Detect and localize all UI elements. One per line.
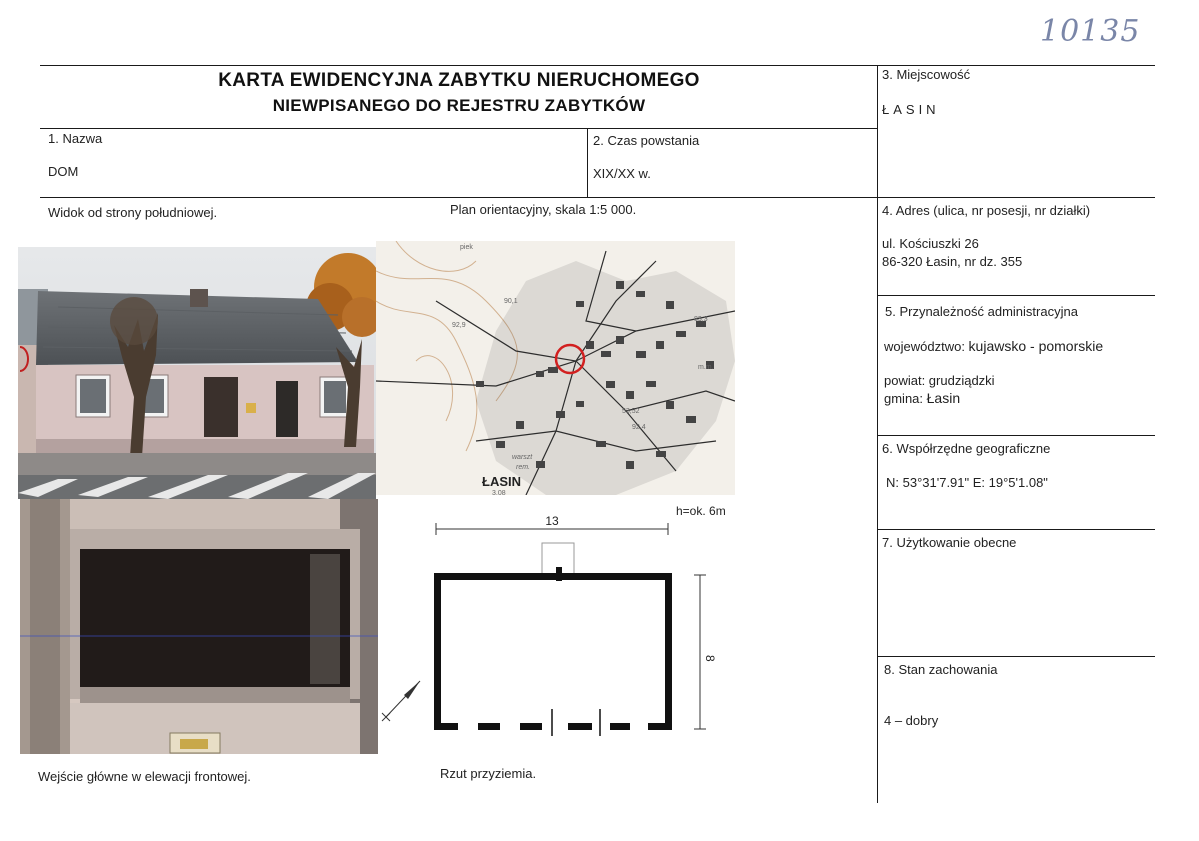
field-stan-label: 8. Stan zachowania	[884, 662, 998, 677]
map-town-label: ŁASIN	[482, 474, 521, 489]
wojewodztwo-value: kujawsko - pomorskie	[968, 338, 1104, 354]
side-divider-8	[877, 656, 1155, 657]
photo-house-south	[18, 247, 376, 499]
field-powiat: powiat: grudziądzki	[884, 373, 995, 388]
caption-view-south: Widok od strony południowej.	[48, 205, 218, 220]
gmina-prefix: gmina:	[884, 391, 927, 406]
card-title: KARTA EWIDENCYJNA ZABYTKU NIERUCHOMEGO	[218, 70, 700, 91]
field-wspolrzedne-label: 6. Współrzędne geograficzne	[882, 441, 1051, 456]
map-label-90-1: 90,1	[504, 298, 518, 305]
floor-plan	[378, 499, 738, 754]
field-przynaleznosc-label: 5. Przynależność administracyjna	[885, 304, 1078, 319]
field-wojewodztwo	[884, 338, 1103, 354]
map-label-warszt: warszt	[512, 454, 533, 461]
map-label-53-52: 53,52	[622, 408, 640, 415]
field-stan-value: 4 – dobry	[884, 713, 939, 728]
orientation-map	[376, 241, 735, 495]
floor-plan-height-note: h=ok. 6m	[676, 504, 726, 518]
title-bottom-border	[40, 128, 878, 129]
field-gmina	[884, 390, 960, 406]
north-arrow-icon	[382, 681, 420, 721]
field-adres-label: 4. Adres (ulica, nr posesji, nr działki)	[882, 203, 1091, 218]
top-border	[40, 65, 1155, 66]
field-nazwa-label: 1. Nazwa	[48, 131, 103, 146]
photo-entrance	[20, 499, 378, 754]
field-czas-label: 2. Czas powstania	[593, 133, 700, 148]
caption-plan: Plan orientacyjny, skala 1:5 000.	[450, 202, 637, 217]
name-time-divider	[587, 128, 588, 197]
floor-plan-depth-dim: 8	[703, 655, 717, 662]
side-divider-6	[877, 435, 1155, 436]
map-label-92-9: 92,9	[452, 322, 466, 329]
card-subtitle: NIEWPISANEGO DO REJESTRU ZABYTKÓW	[272, 96, 646, 115]
wojewodztwo-prefix: województwo:	[884, 339, 969, 354]
gmina-value: Łasin	[926, 390, 961, 406]
map-label-92-4: 92,4	[632, 424, 646, 431]
field-miejscowosc-label: 3. Miejscowość	[882, 67, 971, 82]
map-label-mm: m.m.	[698, 364, 714, 371]
caption-ground-plan: Rzut przyziemia.	[440, 766, 537, 781]
row1-bottom-border	[40, 197, 1155, 198]
inventory-number: 10135	[1040, 14, 1141, 49]
field-nazwa-value: DOM	[48, 164, 79, 179]
map-label-83-3: 83,3	[694, 316, 708, 323]
field-uzytkowanie-label: 7. Użytkowanie obecne	[882, 535, 1017, 550]
field-miejscowosc-value: ŁASIN	[882, 102, 940, 117]
field-adres-line1: ul. Kościuszki 26	[882, 236, 979, 251]
map-label-piek: piek	[460, 244, 473, 251]
floor-plan-width-dim: 13	[545, 514, 559, 528]
caption-entrance: Wejście główne w elewacji frontowej.	[38, 769, 251, 784]
field-czas-value: XIX/XX w.	[593, 166, 651, 181]
main-column-divider	[877, 65, 878, 803]
map-label-rem: rem.	[516, 464, 530, 471]
side-divider-5	[877, 295, 1155, 296]
map-label-3-08: 3,08	[492, 490, 506, 495]
field-adres-line2: 86-320 Łasin, nr dz. 355	[882, 254, 1023, 269]
field-wspolrzedne-value: N: 53°31'7.91" E: 19°5'1.08"	[886, 475, 1048, 490]
side-divider-7	[877, 529, 1155, 530]
